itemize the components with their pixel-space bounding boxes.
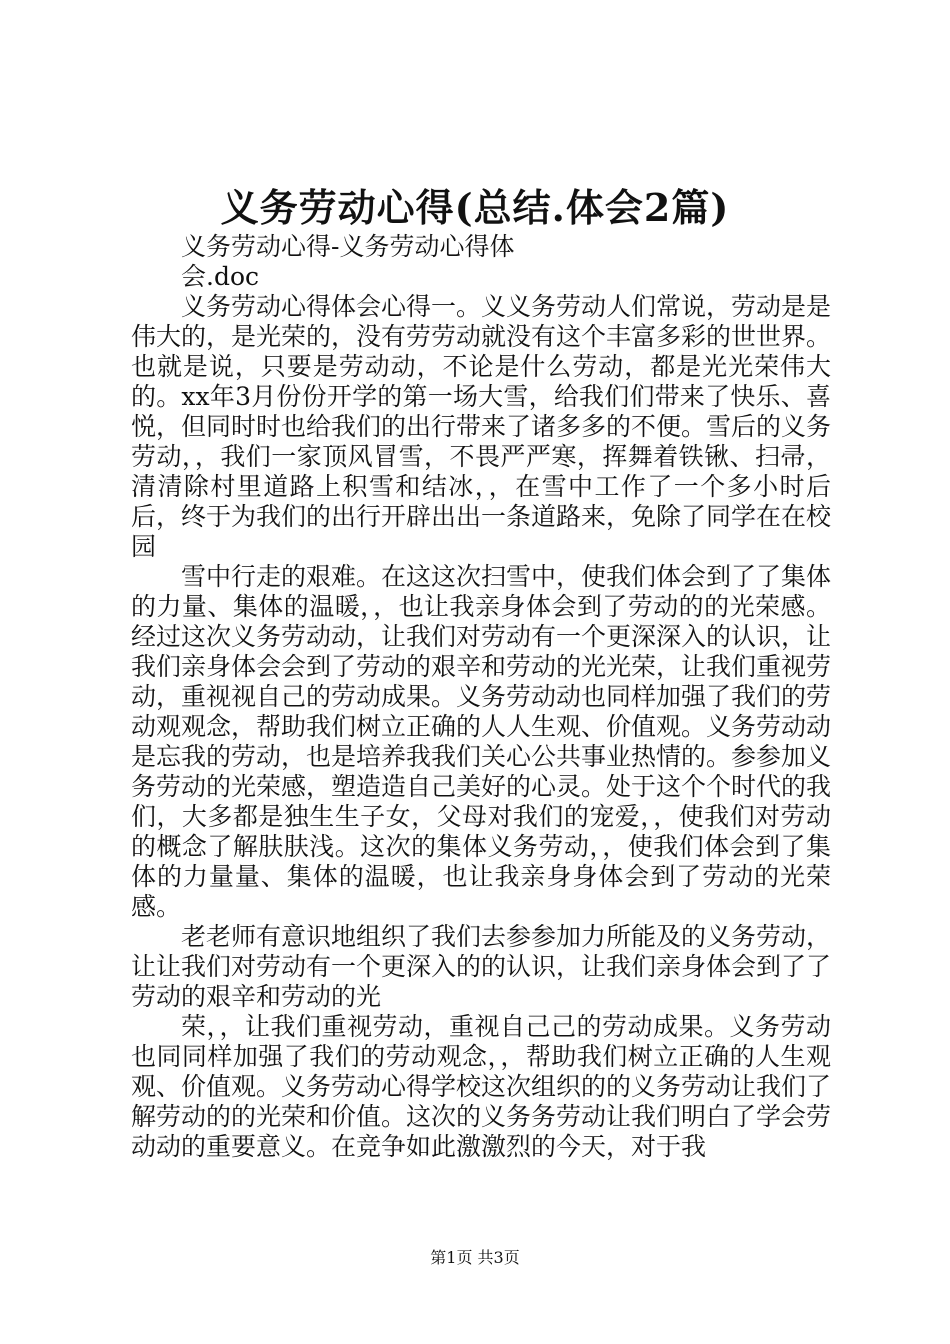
paragraph: 老老师有意识地组织了我们去参参加力所能及的义务劳动，让让我们对劳动有一个更深入的的认识，让我们亲身体会到了了劳动的艰辛和劳动的光 xyxy=(131,922,832,1011)
document-title: 义务劳动心得(总结.体会2篇) xyxy=(220,185,730,230)
paragraph: 会.doc xyxy=(181,262,260,291)
page-number: 第1页 共3页 xyxy=(430,1248,520,1267)
document-body xyxy=(131,232,831,1162)
paragraph: 雪中行走的艰难。在这这次扫雪中，使我们体会到了了集体的力量、集体的温暖，，也让我亲身体会到了劳动的的光荣感。经过这次义务劳动动，让我们对劳动有一个更深深入的认识，让我们亲身体会会到了劳动的艰辛和劳动的光光荣，让我们重视劳动，重视视自己的劳动成果。义务劳动动也同样加强了我们的劳动观观念，帮助我们树立正确的人人生观、价值观。义务劳动动是忘我的劳动，也是培养我我们关心公共事业热情的。参参加义务劳动的光荣感，塑造造自己美好的心灵。处于这个个时代的我们，大多都是独生生子女，父母对我们的宠爱，，使我们对劳动的概念了解肤肤浅。这次的集体义务劳动，，使我们体会到了集体的力量量、集体的温暖，也让我亲身身体会到了劳动的光荣感。 xyxy=(131,562,832,921)
paragraph: 义务劳动心得体会心得一。义义务劳动人们常说，劳动是是伟大的，是光荣的，没有劳劳动就没有这个丰富多彩的世世界。也就是说，只要是劳动动，不论是什么劳动，都是光光荣伟大的。xx年3月份份开学的第一场大雪，给我们们带来了快乐、喜悦，但同时时也给我们的出行带来了诸多多的不便。雪后的义务劳动，，我们一家顶风冒雪，不畏严严寒，挥舞着铁锹、扫帚，清清除村里道路上积雪和结冰，，在雪中工作了一个多小时后后，终于为我们的出行开辟出出一条道路来，免除了同学在在校园 xyxy=(131,292,832,561)
paragraph: 荣，，让我们重视劳动，重视自己己的劳动成果。义务劳动也同同样加强了我们的劳动观念，，帮助我们树立正确的人生观观、价值观。义务劳动心得学校这次组织的的义务劳动让我们了解劳动的的光荣和价值。这次的义务务劳动让我们明白了学会劳动动的重要意义。在竞争如此激激烈的今天，对于我 xyxy=(131,1012,832,1161)
paragraph: 义务劳动心得-义务劳动心得体 xyxy=(181,232,515,261)
